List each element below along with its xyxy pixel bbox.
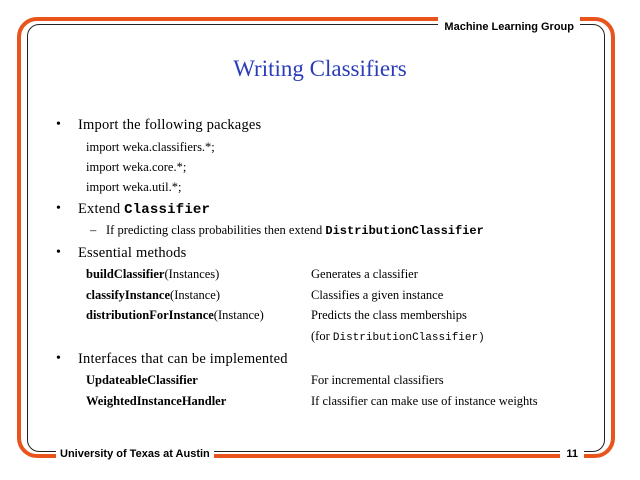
method-desc-2: Classifies a given instance (311, 288, 444, 302)
interface-name-1-text: UpdateableClassifier (86, 373, 198, 387)
method-desc-3: Predicts the class memberships (311, 308, 467, 322)
import-label: Import the following packages (78, 117, 262, 133)
slide-title: Writing Classifiers (233, 56, 407, 81)
method-note (311, 329, 485, 344)
bullet-interfaces: • (56, 351, 61, 366)
method-name-1: buildClassifier (86, 267, 165, 281)
extend-sub-line (106, 223, 484, 238)
interface-name-1 (86, 373, 198, 388)
page-number: 11 (560, 444, 584, 464)
interface-desc-2: If classifier can make use of instance weights (311, 394, 538, 408)
method-row-2 (86, 288, 220, 303)
method-param-3: (Instance) (213, 308, 264, 322)
extend-label: Extend (78, 201, 121, 217)
import-line-3: import weka.util.*; (86, 180, 182, 194)
extend-line (78, 201, 210, 218)
method-name-2: classifyInstance (86, 288, 171, 302)
interface-desc-1: For incremental classifiers (311, 373, 444, 387)
essential-label: Essential methods (78, 245, 187, 261)
bullet-essential: • (56, 245, 61, 260)
method-note-prefix: (for (311, 329, 330, 343)
interface-name-2 (86, 394, 226, 409)
bullet-extend: • (56, 201, 61, 216)
header-org: Machine Learning Group (438, 17, 580, 37)
footer-university: University of Texas at Austin (56, 444, 214, 464)
method-param-2: (Instance) (170, 288, 221, 302)
method-desc-1: Generates a classifier (311, 267, 418, 281)
extend-class: Classifier (124, 202, 211, 218)
extend-dash: – (90, 223, 97, 237)
extend-sub-text: If predicting class probabilities then extend (106, 223, 323, 237)
method-note-class: DistributionClassifier) (332, 332, 485, 344)
import-line-1: import weka.classifiers.*; (86, 140, 215, 154)
bullet-import: • (56, 117, 61, 132)
import-line-2: import weka.core.*; (86, 160, 187, 174)
extend-sub-class: DistributionClassifier (325, 224, 484, 238)
method-row-1 (86, 267, 219, 282)
interfaces-label: Interfaces that can be implemented (78, 351, 288, 367)
method-param-1: (Instances) (164, 267, 220, 281)
interface-name-2-text: WeightedInstanceHandler (86, 394, 227, 408)
method-name-3: distributionForInstance (86, 308, 214, 322)
method-row-3 (86, 308, 264, 323)
